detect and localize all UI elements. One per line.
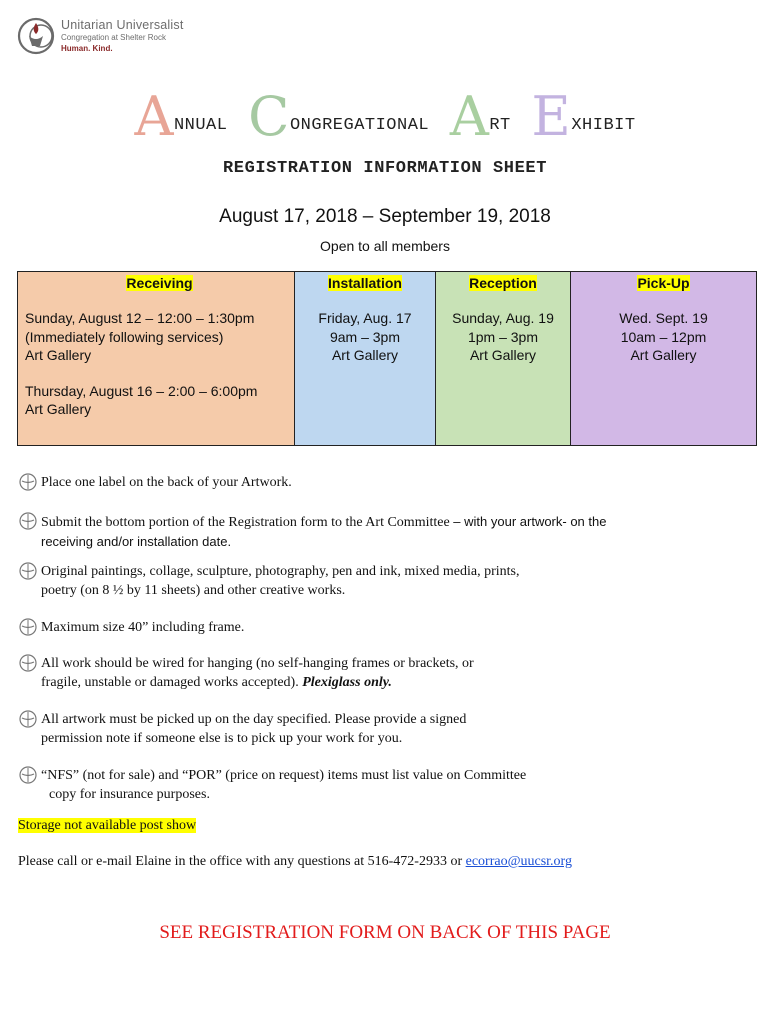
rule-text-media: Original paintings, collage, sculpture, photography, pen and ink, mixed media, prints, [41,564,520,579]
rule-text-nfs: “NFS” (not for sale) and “POR” (price on request) items must list value on Committee [41,768,527,783]
chalice-bullet-icon [18,511,38,531]
schedule-table [17,271,757,446]
rule-text-size: Maximum size 40” including frame. [41,620,245,635]
title-word-art: RT [489,116,511,135]
logo-line1: Unitarian Universalist [61,18,184,32]
chalice-bullet-icon [18,561,38,581]
title-initial-c: C [248,85,290,148]
chalice-bullet-icon [18,617,38,637]
see-form-notice: SEE REGISTRATION FORM ON BACK OF THIS PAGE [159,922,611,943]
contact-text: Please call or e-mail Elaine in the office with any questions at 516-472-2933 or [18,854,466,869]
chalice-bullet-icon [18,653,38,673]
uu-logo [16,16,186,60]
rule-item-submit [18,513,738,551]
storage-note [18,818,196,834]
pickup-line3: Art Gallery [630,347,697,363]
rule-item-size [18,619,738,638]
pickup-line2: 10am – 12pm [620,328,707,345]
installation-header: Installation [328,275,402,291]
rule-item-media [18,563,738,600]
chalice-bullet-icon [18,472,38,492]
storage-note-text: Storage not available post show [18,818,197,833]
rule-item-label [18,474,738,493]
rule-item-hanging [18,655,738,692]
rule-text-pickup: All artwork must be picked up on the day specified. Please provide a signed [41,712,467,727]
title-initial-e: E [531,85,572,148]
rule-text-submit: Submit the bottom portion of the Registration form to the Art Committee [41,515,450,530]
installation-line3: Art Gallery [331,347,399,363]
contact-line [18,854,572,870]
exhibit-dates: August 17, 2018 – September 19, 2018 [219,206,551,227]
reception-header: Reception [469,275,537,291]
title-initial-a2: A [449,85,490,148]
receiving-line1: Sunday, August 12 – 12:00 – 1:30pm [25,310,255,326]
rule-text-label: Place one label on the back of your Artwork. [41,475,292,490]
rule-text-media-line2: poetry (on 8 ½ by 11 sheets) and other creative works. [41,582,346,598]
page-subtitle: REGISTRATION INFORMATION SHEET [222,159,548,178]
receiving-line3: Art Gallery [25,347,92,363]
rule-text-pickup-line2: permission note if someone else is to pick up your work for you. [41,730,403,746]
title-word-exhibit: XHIBIT [571,116,636,135]
rule-item-nfs [18,767,738,804]
rule-text-submit-cont: – with your artwork- on the [449,514,607,529]
rule-text-hanging: All work should be wired for hanging (no self-hanging frames or brackets, or [41,656,474,671]
email-link[interactable]: ecorrao@uucsr.org [465,854,572,869]
pickup-column [571,272,756,445]
chalice-bullet-icon [18,709,38,729]
rule-text-hanging-line2: fragile, unstable or damaged works accepted). [41,674,303,690]
exhibit-title [0,85,770,148]
plexiglass-note: Plexiglass only. [302,674,392,690]
reception-line3: Art Gallery [469,347,537,363]
receiving-column [18,272,295,445]
rule-item-pickup [18,711,738,748]
title-word-congregational: ONGREGATIONAL [289,116,430,135]
reception-line2: 1pm – 3pm [467,328,539,345]
receiving-line5: Art Gallery [25,401,92,417]
receiving-header: Receiving [126,275,193,291]
receiving-line4: Thursday, August 16 – 2:00 – 6:00pm [25,382,258,399]
logo-line2: Congregation at Shelter Rock [61,33,166,42]
pickup-line1: Wed. Sept. 19 [619,310,708,326]
chalice-icon [16,16,56,56]
installation-line1: Friday, Aug. 17 [318,310,412,326]
logo-tagline: Human. Kind. [61,44,113,53]
installation-line2: 9am – 3pm [329,328,401,345]
open-to-note: Open to all members [320,238,450,254]
reception-column [436,272,571,445]
title-initial-a: A [134,85,174,148]
pickup-header: Pick-Up [637,275,690,291]
rule-text-submit-line2: receiving and/or installation date. [41,533,232,549]
installation-column [295,272,436,445]
title-word-annual: NNUAL [173,116,228,135]
rule-text-nfs-line2: copy for insurance purposes. [49,786,210,802]
receiving-line2: (Immediately following services) [25,328,224,345]
chalice-bullet-icon [18,765,38,785]
reception-line1: Sunday, Aug. 19 [452,310,554,326]
